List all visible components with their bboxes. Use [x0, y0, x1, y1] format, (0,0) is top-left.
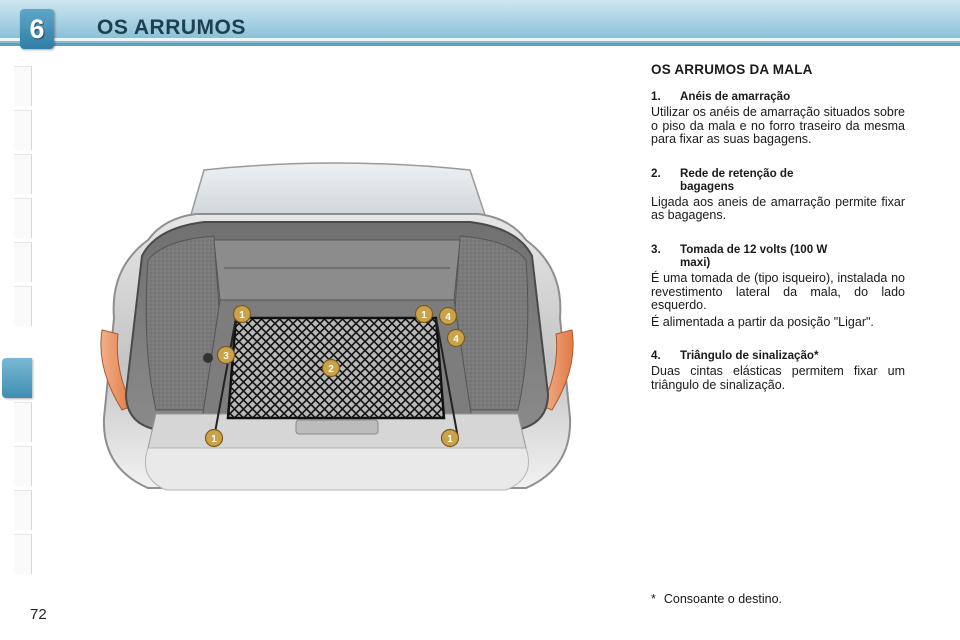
item-title: Anéis de amarração: [680, 90, 791, 103]
page-number: 72: [30, 606, 47, 623]
rear-window: [190, 163, 486, 218]
chapter-tab[interactable]: [14, 490, 32, 530]
chapter-tab[interactable]: [14, 242, 32, 282]
item-paragraph: Duas cintas elásticas permitem fixar um triângulo de sinalização.: [651, 364, 905, 392]
item-heading: [651, 243, 905, 269]
chapter-tab[interactable]: [14, 286, 32, 326]
callout-label: 1: [239, 310, 245, 321]
header-underline: [0, 43, 960, 46]
item-heading: [651, 90, 905, 103]
chapter-tab[interactable]: [14, 154, 32, 194]
chapter-tab[interactable]: [14, 110, 32, 150]
callout-badge: [442, 430, 459, 447]
list-item: [651, 349, 905, 392]
callout-badge: [416, 306, 433, 323]
item-number: 1.: [651, 90, 661, 103]
chapter-tab-strip: [0, 66, 32, 572]
footnote: [651, 592, 782, 606]
section-title: OS ARRUMOS DA MALA: [651, 62, 813, 77]
item-number: 4.: [651, 349, 661, 363]
chapter-tab[interactable]: [14, 66, 32, 106]
power-socket: [203, 353, 213, 363]
callout-label: 4: [445, 312, 451, 323]
chapter-tab[interactable]: [14, 534, 32, 574]
callout-label: 1: [211, 434, 217, 445]
trunk-illustration: [86, 148, 586, 508]
rear-wall: [214, 240, 460, 300]
chapter-tab[interactable]: [14, 198, 32, 238]
footnote-text: Consoante o destino.: [663, 592, 783, 606]
chapter-tab[interactable]: [14, 446, 32, 486]
item-heading: [651, 167, 905, 193]
chapter-badge: [20, 9, 54, 49]
callout-badge: [206, 430, 223, 447]
item-number: 2.: [651, 166, 661, 180]
section-content: [651, 62, 905, 407]
chapter-tab-active[interactable]: [2, 358, 32, 398]
item-paragraph: Utilizar os anéis de amarração situados sobre o piso da mala e no forro traseiro da mesma para fixar as suas bagagens.: [651, 105, 905, 147]
item-paragraph: Ligada aos aneis de amarração permite fixar as bagagens.: [651, 194, 905, 223]
chapter-tab[interactable]: [14, 402, 32, 442]
callout-label: 3: [223, 351, 229, 362]
callout-label: 1: [447, 434, 453, 445]
callout-label: 1: [421, 310, 427, 321]
callout-badge: [234, 306, 251, 323]
list-item: [651, 243, 905, 329]
callout-badge: [218, 347, 235, 364]
item-number: 3.: [651, 242, 661, 256]
callout-badge: [323, 360, 340, 377]
item-title: Triângulo de sinalização*: [680, 349, 819, 363]
footnote-marker: *: [651, 592, 656, 606]
callout-badge: [440, 308, 457, 325]
item-heading: [651, 349, 905, 362]
item-title: Tomada de 12 volts (100 W maxi): [680, 242, 828, 269]
callout-label: 2: [328, 364, 334, 375]
chapter-number: 6: [29, 13, 45, 44]
item-paragraph: É uma tomada de (tipo isqueiro), instalada no revestimento lateral da mala, do lado esquerdo.: [651, 270, 905, 313]
chapter-title: OS ARRUMOS: [97, 16, 246, 39]
list-item: [651, 167, 905, 223]
list-item: [651, 90, 905, 147]
item-paragraph: É alimentada a partir da posição "Ligar".: [651, 314, 874, 329]
item-title: Rede de retenção de bagagens: [680, 166, 794, 193]
callout-badge: [448, 330, 465, 347]
callout-label: 4: [453, 334, 459, 345]
